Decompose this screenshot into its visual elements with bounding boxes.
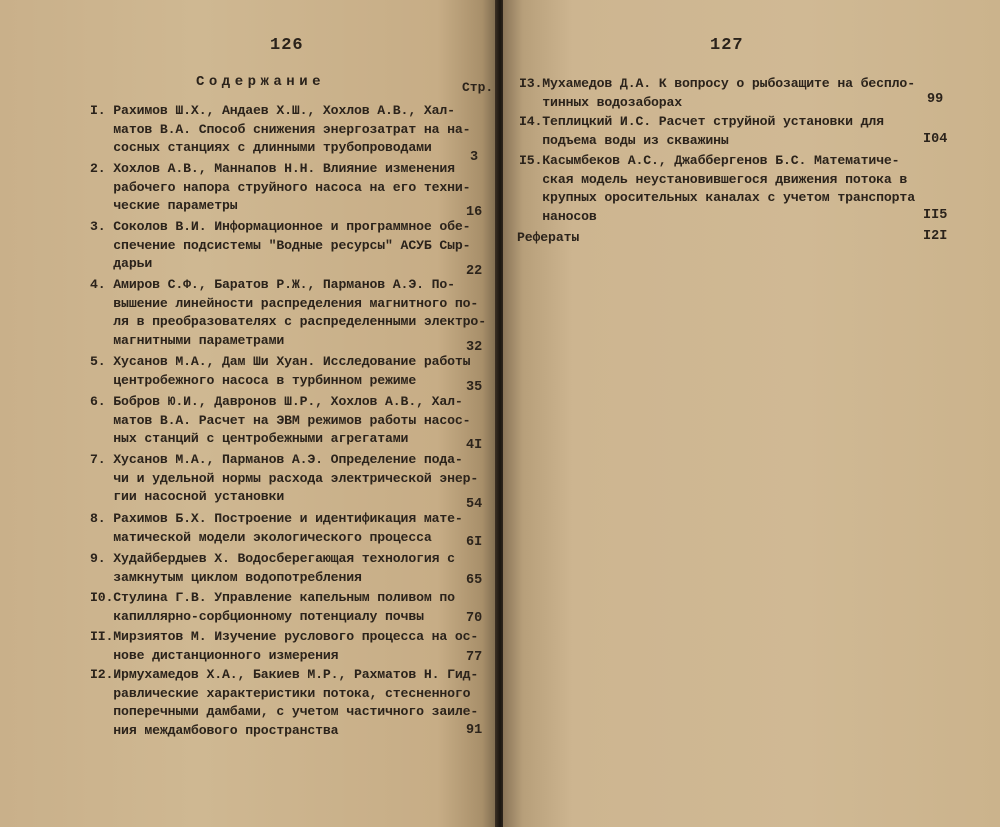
toc-entry-1: I. Рахимов Ш.Х., Андаев Х.Ш., Хохлов А.В., Хал- матов В.А. Способ снижения энергозатрат на на- сосных станциях с длинными трубопроводами (90, 103, 471, 156)
toc-entry-7: 7. Хусанов М.А., Парманов А.Э. Определение пода- чи и удельной нормы расхода электрической энер- гии насосной установки (90, 452, 479, 505)
toc-page-14: I04 (923, 132, 948, 147)
right-page (503, 0, 1000, 827)
toc-entry-6: 6. Бобров Ю.И., Давронов Ш.Р., Хохлов А.В., Хал- матов В.А. Расчет на ЭВМ режимов работы насос- ных станций с центробежными агрегатами (90, 394, 471, 447)
toc-page-4: 32 (466, 340, 483, 355)
toc-page-7: 54 (466, 497, 483, 512)
toc-entry-12: I2.Ирмухамедов Х.А., Бакиев М.Р., Рахматов Н. Гид- равлические характеристики потока, стесненного поперечными дамбами, с учетом частичного заиле- ния междамбового пространства (90, 667, 479, 738)
toc-entry-9: 9. Худайбердыев Х. Водосберегающая технология с замкнутым циклом водопотребления (90, 551, 455, 585)
page-number: 127 (710, 36, 744, 55)
page-number: 126 (270, 36, 304, 55)
toc-page-8: 6I (466, 535, 483, 550)
toc-page-11: 77 (466, 650, 483, 665)
toc-page-10: 70 (466, 611, 483, 626)
toc-entry-13: I3.Мухамедов Д.А. К вопросу о рыбозащите на беспло- тинных водозаборах (519, 76, 915, 110)
toc-entry-4: 4. Амиров С.Ф., Баратов Р.Ж., Парманов А.Э. По- вышение линейности распределения магнитного по- ля в преобразователях с распределенными электро- магнитными параметрами (90, 277, 486, 348)
toc-entry-14: I4.Теплицкий И.С. Расчет струйной установки для подъема воды из скважины (519, 114, 884, 148)
page-column-label: Стр. (462, 80, 494, 95)
toc-entry-10: I0.Стулина Г.В. Управление капельным поливом по капиллярно-сорбционному потенциалу почвы (90, 590, 455, 624)
toc-page-3: 22 (466, 264, 483, 279)
toc-page-15: II5 (923, 208, 948, 223)
toc-page-12: 91 (466, 723, 483, 738)
toc-page-abstracts: I2I (923, 229, 948, 244)
left-page (0, 0, 497, 827)
toc-entry-2: 2. Хохлов А.В., Маннапов Н.Н. Влияние изменения рабочего напора струйного насоса на его техни- ческие параметры (90, 161, 471, 214)
toc-entry-3: 3. Соколов В.И. Информационное и программное обе- спечение подсистемы "Водные ресурсы" АСУБ Сыр- дарьи (90, 219, 471, 272)
toc-page-1: 3 (470, 150, 479, 165)
toc-entry-8: 8. Рахимов Б.Х. Построение и идентификация мате- матической модели экологического процесса (90, 511, 463, 545)
contents-heading: Содержание (196, 74, 326, 90)
toc-entry-11: II.Мирзиятов М. Изучение руслового процесса на ос- нове дистанционного измерения (90, 629, 479, 663)
toc-page-6: 4I (466, 438, 483, 453)
toc-page-5: 35 (466, 380, 483, 395)
toc-entry-15: I5.Касымбеков А.С., Джаббергенов Б.С. Математиче- ская модель неустановившегося движения потока в крупных оросительных каналах с учетом транспорта наносов (519, 153, 915, 224)
toc-entry-5: 5. Хусанов М.А., Дам Ши Хуан. Исследование работы центробежного насоса в турбинном режиме (90, 354, 471, 388)
toc-page-13: 99 (927, 92, 944, 107)
toc-entry-abstracts: Рефераты (517, 230, 580, 245)
toc-page-2: 16 (466, 205, 483, 220)
toc-page-9: 65 (466, 573, 483, 588)
